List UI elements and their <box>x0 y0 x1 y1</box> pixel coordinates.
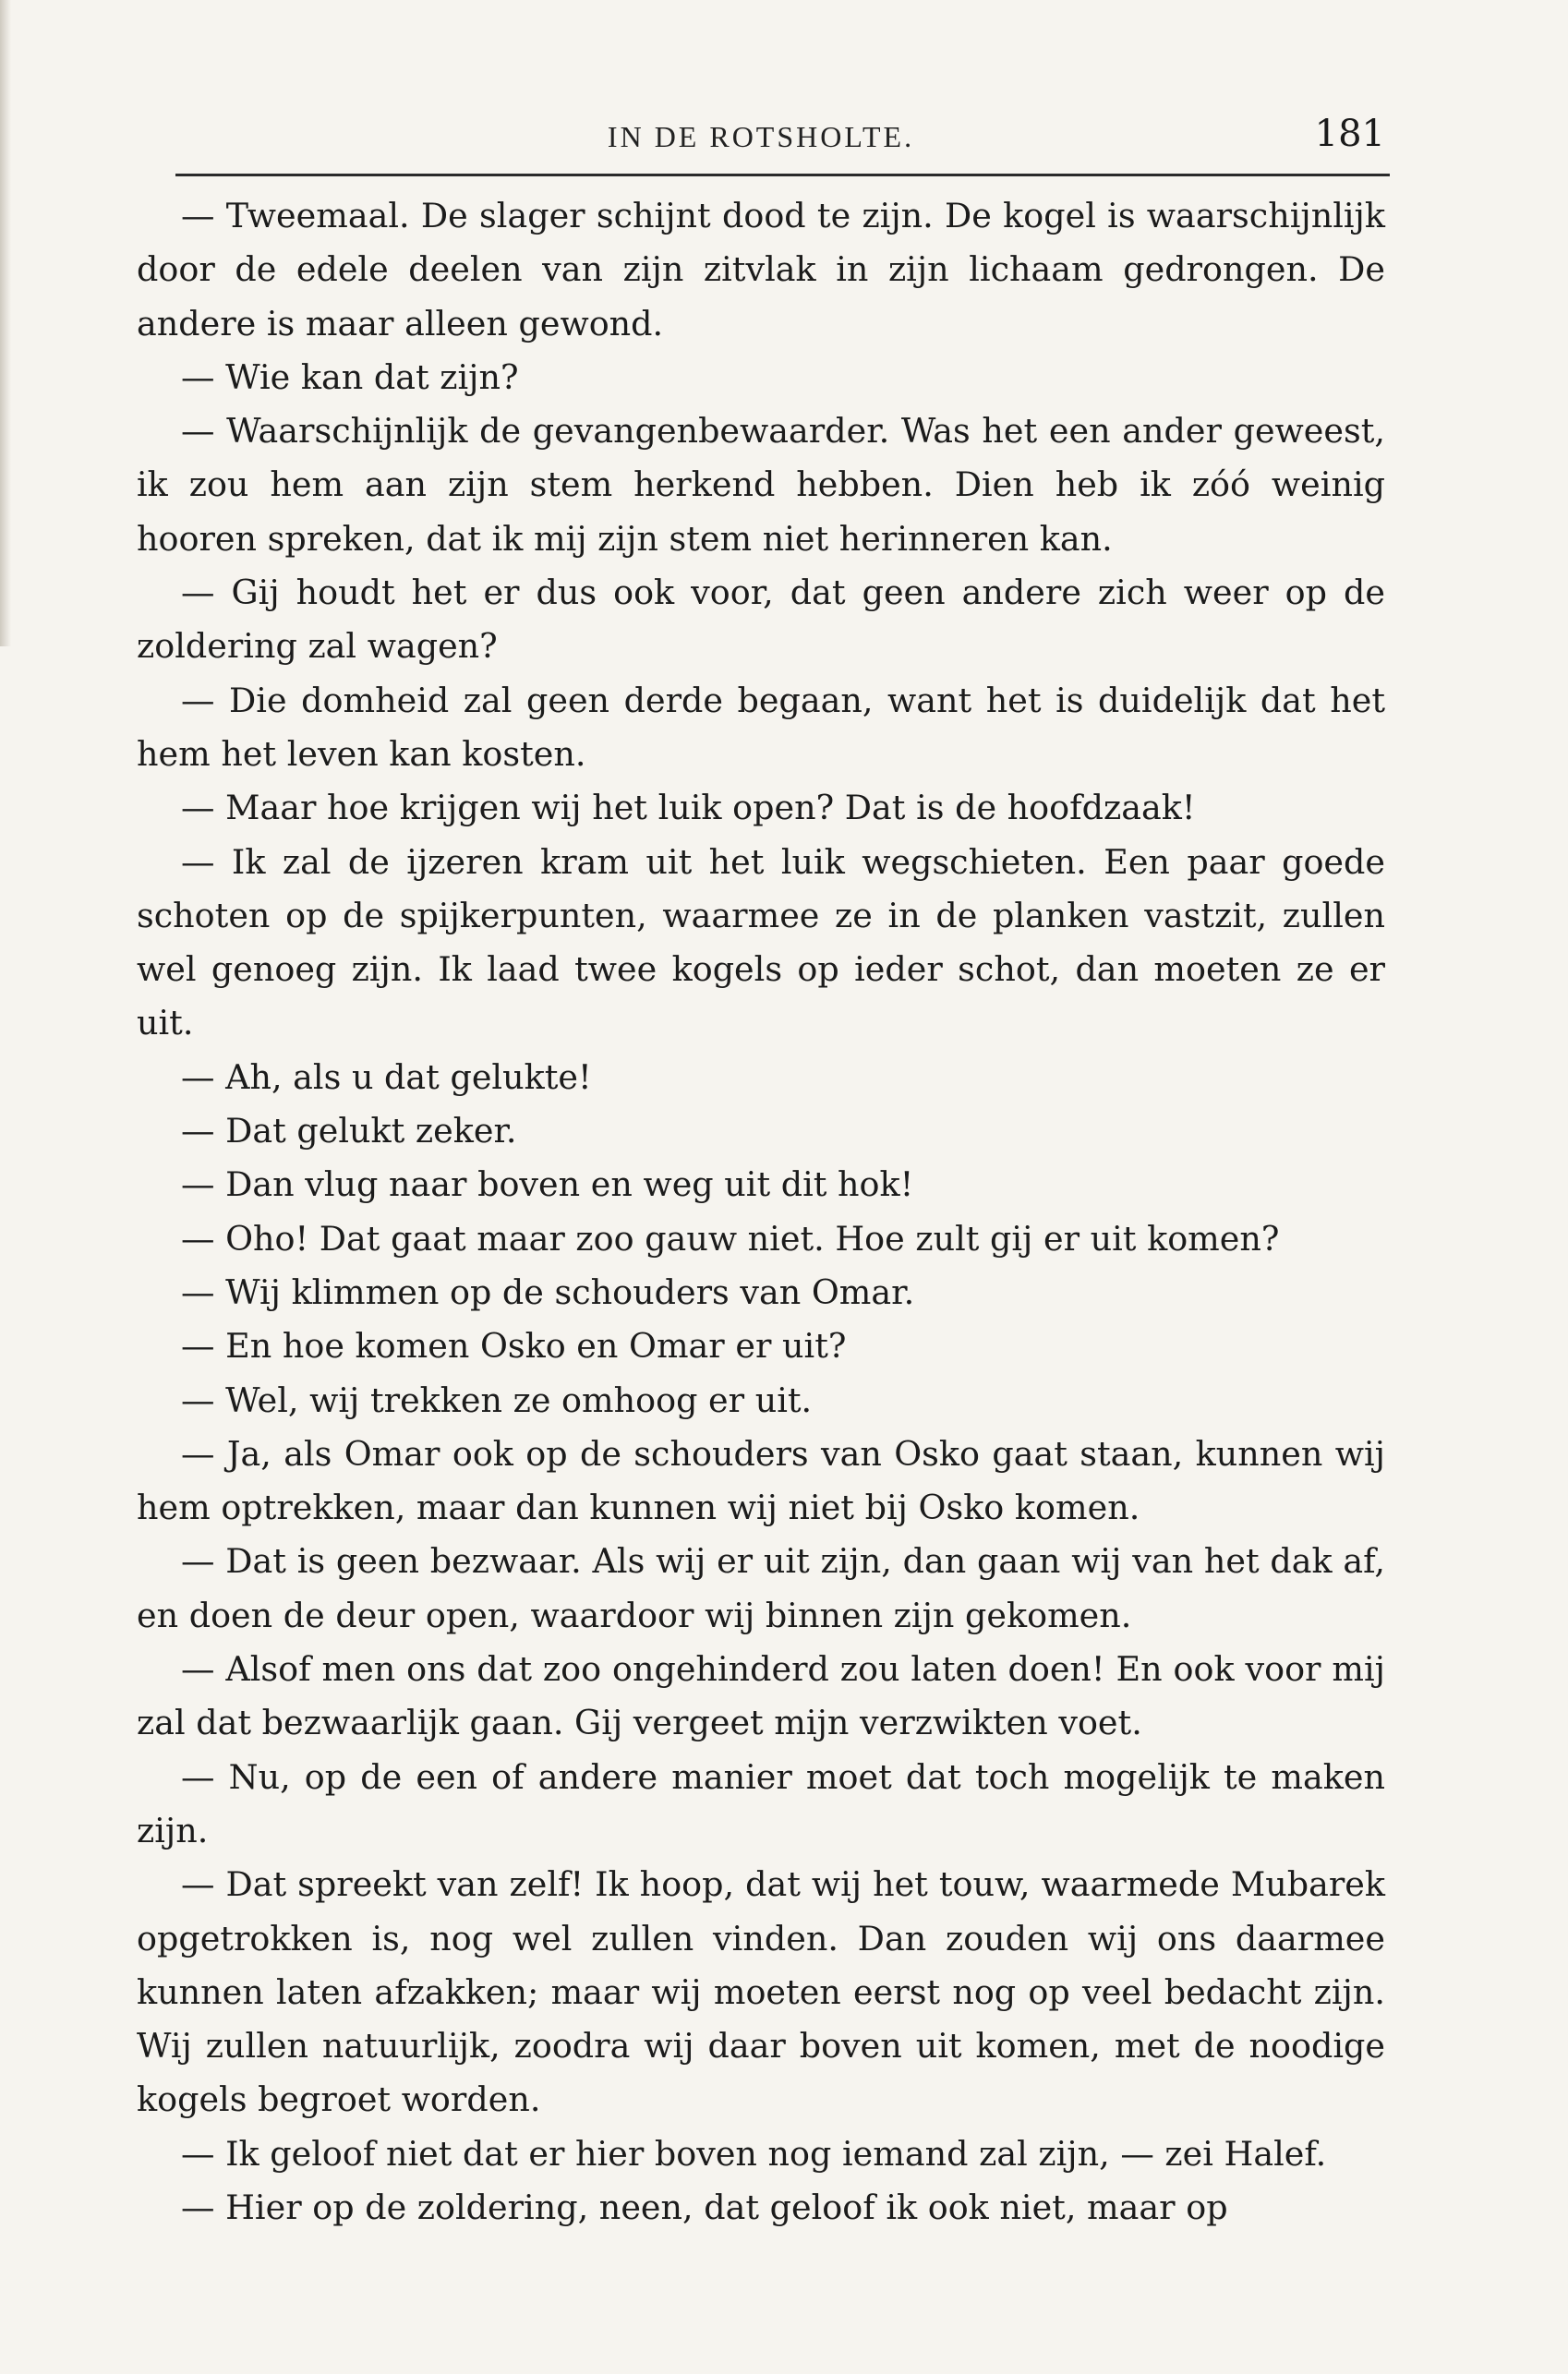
paragraph: — Dan vlug naar boven en weg uit dit hok! <box>181 1164 914 1205</box>
page-number: 181 <box>1314 113 1385 155</box>
paragraph: — Wel, wij trekken ze omhoog er uit. <box>181 1380 813 1420</box>
page-header <box>137 113 1385 168</box>
paragraph: — En hoe komen Osko en Omar er uit? <box>181 1326 847 1367</box>
header-rule <box>175 174 1390 176</box>
paragraph: — Alsof men ons dat zoo ongehinderd zou laten doen! En ook voor mij zal dat bezwaarlijk gaan. Gij vergeet mijn verzwikten voet. <box>137 1649 1385 1743</box>
paragraph: — Ik zal de ijzeren kram uit het luik wegschieten. Een paar goede schoten op de spijkerpunten, waarmee ze in de planken vastzit, zullen wel genoeg zijn. Ik laad twee kogels op ieder schot, dan moeten ze er uit. <box>137 841 1385 1043</box>
running-title: IN DE ROTSHOLTE. <box>607 120 915 153</box>
paragraph: — Waarschijnlijk de gevangenbewaarder. Was het een ander geweest, ik zou hem aan zijn stem herkend hebben. Dien heb ik zóó weinig hooren spreken, dat ik mij zijn stem niet herinneren kan. <box>137 411 1385 559</box>
paragraph: — Dat is geen bezwaar. Als wij er uit zijn, dan gaan wij van het dak af, en doen de deur open, waardoor wij binnen zijn gekomen. <box>137 1541 1385 1635</box>
paragraph: — Gij houdt het er dus ook voor, dat geen andere zich weer op de zoldering zal wagen? <box>137 572 1385 667</box>
paragraph: — Dat spreekt van zelf! Ik hoop, dat wij het touw, waarmede Mubarek opgetrokken is, nog wel zullen vinden. Dan zouden wij ons daarmee kunnen laten afzakken; maar wij moeten eerst nog op veel bedacht zijn. Wij zullen natuurlijk, zoodra wij daar boven uit komen, met de noodige kogels begroet worden. <box>137 1864 1385 2120</box>
paragraph: — Die domheid zal geen derde begaan, want het is duidelijk dat het hem het leven kan kosten. <box>137 680 1385 774</box>
paragraph: — Tweemaal. De slager schijnt dood te zijn. De kogel is waarschijnlijk door de edele deelen van zijn zitvlak in zijn lichaam gedrongen. De andere is maar alleen gewond. <box>137 196 1385 343</box>
paragraph: — Nu, op de een of andere manier moet dat toch mogelijk te maken zijn. <box>137 1756 1385 1850</box>
paragraph: — Maar hoe krijgen wij het luik open? Dat is de hoofdzaak! <box>181 788 1196 828</box>
paragraph: — Wij klimmen op de schouders van Omar. <box>181 1271 915 1312</box>
paragraph: — Ja, als Omar ook op de schouders van Osko gaat staan, kunnen wij hem optrekken, maar dan kunnen wij niet bij Osko komen. <box>137 1433 1385 1528</box>
paragraph: — Ik geloof niet dat er hier boven nog iemand zal zijn, — zei Halef. <box>181 2133 1327 2174</box>
page-edge-shadow <box>0 0 11 646</box>
paragraph: — Hier op de zoldering, neen, dat geloof ik ook niet, maar op <box>181 2187 1228 2227</box>
paragraph: — Dat gelukt zeker. <box>181 1111 517 1151</box>
paragraph: — Ah, als u dat gelukte! <box>181 1056 592 1097</box>
body-text <box>137 189 1385 2235</box>
paragraph: — Oho! Dat gaat maar zoo gauw niet. Hoe zult gij er uit komen? <box>181 1218 1280 1259</box>
paragraph: — Wie kan dat zijn? <box>181 356 519 397</box>
